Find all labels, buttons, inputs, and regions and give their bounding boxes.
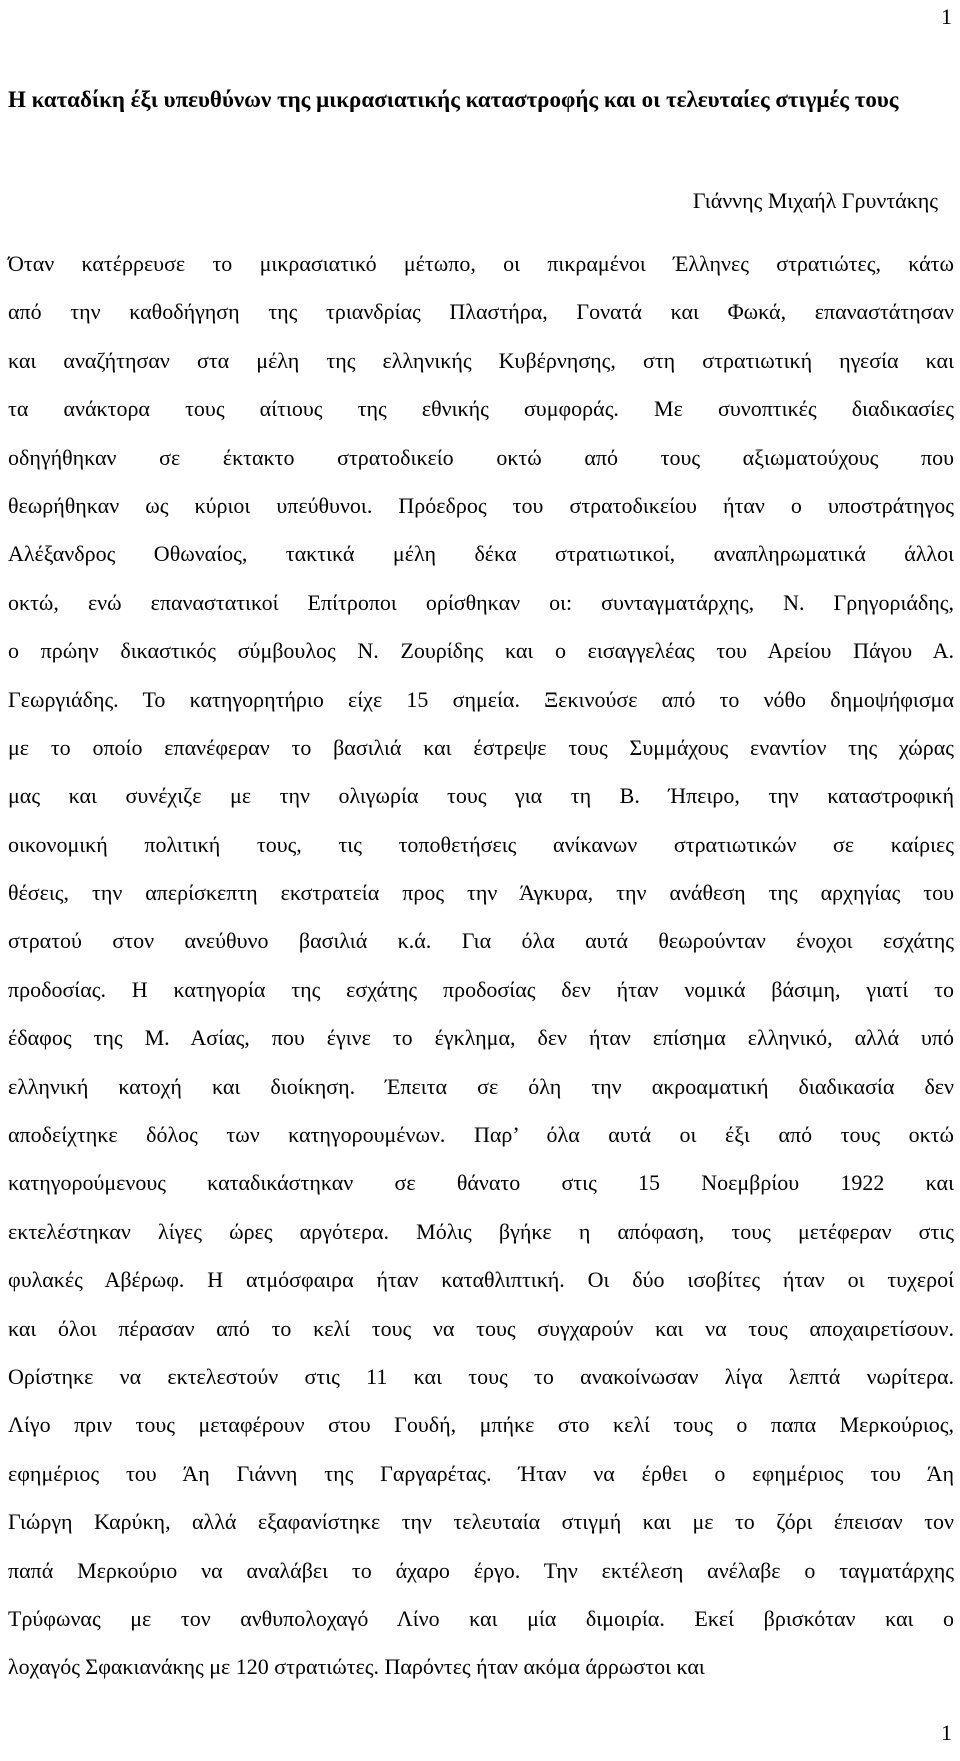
text-line: ο πρώην δικαστικός σύμβουλος Ν. Ζουρίδης και ο εισαγγελέας του Αρείου Πάγου Α. <box>8 638 954 664</box>
text-line: οδηγήθηκαν σε έκτακτο στρατοδικείο οκτώ από τους αξιωματούχους που <box>8 444 954 470</box>
author-name: Γιάννης Μιχαήλ Γρυντάκης <box>692 188 938 213</box>
text-line: οικονομική πολιτική τους, τις τοποθετήσεις ανίκανων στρατιωτικών σε καίριες <box>8 831 954 857</box>
text-line: μας και συνέχιζε με την ολιγωρία τους για τη Β. Ήπειρο, την καταστροφική <box>8 783 954 809</box>
text-line: λοχαγός Σφακιανάκης με 120 στρατιώτες. Παρόντες ήταν ακόμα άρρωστοι και <box>8 1654 705 1680</box>
document-title: Η καταδίκη έξι υπευθύνων της μικρασιατικής καταστροφής και οι τελευταίες στιγμές τους <box>8 87 899 112</box>
text-line: Αλέξανδρος Οθωναίος, τακτικά μέλη δέκα στρατιωτικοί, αναπληρωματικά άλλοι <box>8 541 954 567</box>
text-line: Λίγο πριν τους μεταφέρουν στου Γουδή, μπήκε στο κελί τους ο παπα Μερκούριος, <box>8 1412 954 1438</box>
page-number-bottom: 1 <box>941 1720 952 1745</box>
text-line: προδοσίας. Η κατηγορία της εσχάτης προδοσίας δεν ήταν νομικά βάσιμη, γιατί το <box>8 976 954 1002</box>
text-line: και αναζήτησαν στα μέλη της ελληνικής Κυβέρνησης, στη στρατιωτική ηγεσία και <box>8 347 954 373</box>
text-line: Όταν κατέρρευσε το μικρασιατικό μέτωπο, οι πικραμένοι Έλληνες στρατιώτες, κάτω <box>8 251 954 276</box>
text-line: παπά Μερκούριο να αναλάβει το άχαρο έργο. Την εκτέλεση ανέλαβε ο ταγματάρχης <box>8 1557 954 1583</box>
text-line: τα ανάκτορα τους αίτιους της εθνικής συμφοράς. Με συνοπτικές διαδικασίες <box>8 396 954 422</box>
text-line: κατηγορούμενους καταδικάστηκαν σε θάνατο στις 15 Νοεμβρίου 1922 και <box>8 1170 954 1196</box>
text-line: εφημέριος του Άη Γιάννη της Γαργαρέτας. Ήταν να έρθει ο εφημέριος του Άη <box>8 1460 954 1486</box>
text-line: στρατού στον ανεύθυνο βασιλιά κ.ά. Για όλα αυτά θεωρούνταν ένοχοι εσχάτης <box>8 928 954 954</box>
text-line: οκτώ, ενώ επαναστατικοί Επίτροποι ορίσθηκαν οι: συνταγματάρχης, Ν. Γρηγοριάδης, <box>8 589 954 615</box>
text-line: θέσεις, την απερίσκεπτη εκστρατεία προς την Άγκυρα, την ανάθεση της αρχηγίας του <box>8 880 954 906</box>
text-line: αποδείχτηκε δόλος των κατηγορουμένων. Παρ’ όλα αυτά οι έξι από τους οκτώ <box>8 1122 954 1148</box>
text-line: ελληνική κατοχή και διοίκηση. Έπειτα σε όλη την ακροαματική διαδικασία δεν <box>8 1073 954 1099</box>
text-line: Ορίστηκε να εκτελεστούν στις 11 και τους το ανακοίνωσαν λίγα λεπτά νωρίτερα. <box>8 1363 954 1389</box>
text-line: Τρύφωνας με τον ανθυπολοχαγό Λίνο και μία διμοιρία. Εκεί βρισκόταν και ο <box>8 1605 954 1631</box>
text-line: Γεωργιάδης. Το κατηγορητήριο είχε 15 σημεία. Ξεκινούσε από το νόθο δημοψήφισμα <box>8 686 954 712</box>
text-line: με το οποίο επανέφεραν το βασιλιά και έστρεψε τους Συμμάχους εναντίον της χώρας <box>8 734 954 760</box>
text-line: εκτελέστηκαν λίγες ώρες αργότερα. Μόλις βγήκε η απόφαση, τους μετέφεραν στις <box>8 1218 954 1244</box>
text-line: Γιώργη Καρύκη, αλλά εξαφανίστηκε την τελευταία στιγμή και με το ζόρι έπεισαν τον <box>8 1509 954 1535</box>
text-line: έδαφος της Μ. Ασίας, που έγινε το έγκλημα, δεν ήταν επίσημα ελληνικό, αλλά υπό <box>8 1025 954 1051</box>
text-line: φυλακές Αβέρωφ. Η ατμόσφαιρα ήταν καταθλιπτική. Οι δύο ισοβίτες ήταν οι τυχεροί <box>8 1267 954 1293</box>
page-number-top: 1 <box>941 4 952 29</box>
text-line: θεωρήθηκαν ως κύριοι υπεύθυνοι. Πρόεδρος του στρατοδικείου ήταν ο υποστράτηγος <box>8 492 954 518</box>
text-line: και όλοι πέρασαν από το κελί τους να τους συγχαρούν και να τους αποχαιρετίσουν. <box>8 1315 954 1341</box>
body-text <box>8 247 954 1699</box>
text-line: από την καθοδήγηση της τριανδρίας Πλαστήρα, Γονατά και Φωκά, επαναστάτησαν <box>8 299 954 325</box>
